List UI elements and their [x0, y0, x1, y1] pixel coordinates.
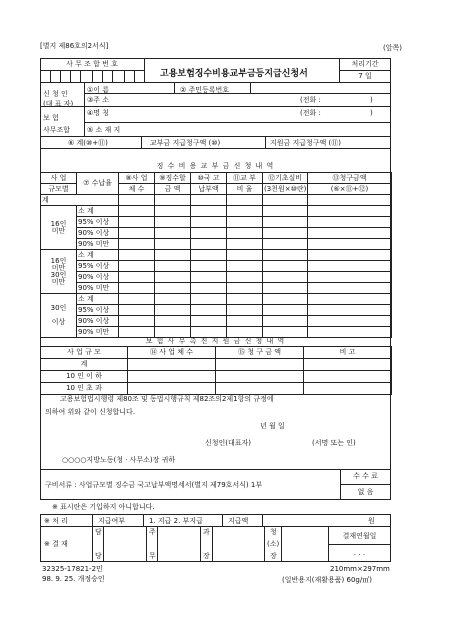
cell[interactable]	[191, 228, 227, 239]
table-row-label: 계	[41, 359, 128, 371]
pay-choice[interactable]: 1. 지급 2. 부지급	[149, 517, 203, 525]
footer-code: 32325-17821-2민	[42, 565, 103, 573]
cell[interactable]	[155, 206, 191, 217]
group-3-label: 30인 이상	[41, 294, 77, 338]
cell[interactable]	[155, 228, 191, 239]
col-business: 사 업	[41, 173, 77, 184]
support-claim-label: 지원금 지급청구액 (⑪)	[270, 139, 342, 147]
cell[interactable]	[155, 283, 191, 294]
cell[interactable]	[227, 250, 263, 261]
cell[interactable]	[119, 228, 155, 239]
declaration-date[interactable]: 년 월 일	[260, 422, 285, 430]
approver-chief-b: 무	[149, 552, 156, 560]
cell[interactable]	[119, 272, 155, 283]
cell[interactable]	[308, 250, 392, 261]
cell[interactable]	[227, 195, 263, 206]
cell[interactable]	[191, 206, 227, 217]
table-row-label: 90% 미만	[77, 327, 119, 338]
rrn-field[interactable]	[250, 82, 391, 93]
col-support-note: 비 고	[304, 347, 392, 359]
cell[interactable]	[308, 239, 392, 250]
cell[interactable]	[308, 305, 392, 316]
won-label: 원	[368, 517, 375, 525]
cell[interactable]	[304, 383, 392, 395]
name-label: ①이 름	[87, 86, 110, 94]
cell[interactable]	[191, 195, 227, 206]
table-row-label: 90% 미만	[77, 239, 119, 250]
phone-2-end: )	[370, 109, 373, 117]
cell[interactable]	[263, 239, 308, 250]
cell[interactable]	[263, 327, 308, 338]
cell[interactable]	[119, 261, 155, 272]
cell[interactable]	[119, 250, 155, 261]
cell[interactable]	[119, 206, 155, 217]
office-note: ※ 표시란은 기입하지 아니합니다.	[52, 503, 155, 511]
col-c12b: (3천원×⑩란)	[264, 184, 307, 193]
cell[interactable]	[227, 316, 263, 327]
cell[interactable]	[119, 327, 155, 338]
cell[interactable]	[128, 359, 216, 371]
cell[interactable]	[308, 272, 392, 283]
group-2-label: 16인 미만 30인 미만	[41, 250, 77, 294]
col-support-scale: 사 업 규 모	[41, 347, 128, 359]
cell[interactable]	[304, 359, 392, 371]
pay-amount-label: 지급액	[228, 517, 249, 525]
cell[interactable]	[191, 261, 227, 272]
approver-staff-b: 당	[95, 552, 102, 560]
cell[interactable]	[227, 261, 263, 272]
cell[interactable]	[308, 327, 392, 338]
cell[interactable]	[227, 305, 263, 316]
attachments: 구비서류 : 사업규모별 징수금 국고납부액명세서(별지 제79호서식) 1부	[45, 481, 263, 489]
cell[interactable]	[119, 294, 155, 305]
cell[interactable]	[308, 261, 392, 272]
grant-table	[40, 172, 392, 338]
cell[interactable]	[263, 217, 308, 228]
business-no-boxes[interactable]	[40, 70, 144, 82]
col-c11b: 비 율	[227, 184, 263, 195]
table-row-label: 90% 이상	[77, 272, 119, 283]
carbon-note: (앞쪽)	[383, 44, 402, 52]
support-section-title: 보 험 사 무 촉 진 지 원 금 신 청 내 역	[145, 337, 286, 345]
col-rate: ⑦ 수납율	[77, 173, 119, 195]
cell[interactable]	[155, 316, 191, 327]
cell[interactable]	[263, 272, 308, 283]
cell[interactable]	[227, 272, 263, 283]
cell[interactable]	[119, 239, 155, 250]
cell[interactable]	[216, 359, 304, 371]
phone-2: (전화 :	[300, 109, 321, 117]
cell[interactable]	[216, 371, 304, 383]
processing-row-label: ※ 처 리	[44, 517, 68, 525]
processing-label: 처리기간	[351, 60, 379, 68]
table-row-label: 95% 이상	[77, 217, 119, 228]
cell[interactable]	[308, 283, 392, 294]
cell[interactable]	[263, 294, 308, 305]
processing-value: 7 일	[358, 72, 372, 80]
cell[interactable]	[227, 217, 263, 228]
cell[interactable]	[216, 383, 304, 395]
cell[interactable]	[155, 261, 191, 272]
cell[interactable]	[263, 206, 308, 217]
col-c8b: 체 수	[119, 184, 155, 195]
cell[interactable]	[263, 195, 308, 206]
cell[interactable]	[263, 316, 308, 327]
cell[interactable]	[191, 239, 227, 250]
location-label: ⑤ 소 재 지	[87, 126, 121, 134]
cell[interactable]	[191, 250, 227, 261]
table-row-label: 95% 이상	[77, 305, 119, 316]
cell[interactable]	[155, 294, 191, 305]
approver-chief-a: 주	[149, 528, 156, 536]
signer-label: 신청인(대표자)	[205, 439, 252, 447]
cell[interactable]	[155, 250, 191, 261]
fee-label: 수 수 료	[353, 472, 378, 480]
approver-section-b: 장	[203, 552, 210, 560]
form-title: 고용보험징수비용교부금등지급신청서	[160, 69, 308, 79]
cell[interactable]	[227, 206, 263, 217]
cell[interactable]	[119, 316, 155, 327]
footer-size: 210mm×297mm	[330, 565, 390, 573]
org-name-label: ④명 칭	[87, 109, 110, 117]
approver-head-b: (소)	[267, 540, 280, 548]
signature-note[interactable]: (서명 또는 인)	[312, 439, 356, 447]
approver-staff-a: 담	[95, 528, 102, 536]
col-c10a: ⑩국 고	[191, 173, 227, 184]
cell[interactable]	[191, 283, 227, 294]
support-table	[40, 346, 392, 395]
table-row-label: 소 계	[77, 250, 119, 261]
cell[interactable]	[227, 294, 263, 305]
col-c9a: ⑨징수할	[155, 173, 191, 184]
rrn-label: ② 주민등록번호	[180, 86, 230, 94]
total-claim-label: ⑥ 계(⑩+⑪)	[68, 139, 108, 147]
approver-head-a: 청	[270, 528, 277, 536]
col-c12a: ⑫기초실비	[263, 173, 308, 184]
table-row-label: 95% 이상	[77, 261, 119, 272]
pay-status-label: 지급여부	[98, 517, 126, 525]
cell[interactable]	[263, 305, 308, 316]
cell[interactable]	[227, 283, 263, 294]
cell[interactable]	[128, 383, 216, 395]
cell[interactable]	[227, 228, 263, 239]
col-c10b: 납부액	[191, 184, 227, 195]
cell[interactable]	[308, 206, 392, 217]
cell[interactable]	[155, 217, 191, 228]
cell[interactable]	[308, 228, 392, 239]
cell[interactable]	[263, 261, 308, 272]
cell[interactable]	[304, 371, 392, 383]
phone-1-end: )	[370, 96, 373, 104]
cell[interactable]	[119, 217, 155, 228]
table-row-label: 10 인 이 하	[41, 371, 128, 383]
cell[interactable]	[119, 195, 155, 206]
cell[interactable]	[308, 195, 392, 206]
cell[interactable]	[308, 316, 392, 327]
decision-date-value[interactable]: . . .	[353, 549, 366, 557]
cell[interactable]	[155, 272, 191, 283]
cell[interactable]	[191, 316, 227, 327]
cell[interactable]	[263, 250, 308, 261]
insurance-label: 보 험	[43, 114, 59, 122]
table-row-label: 10 인 초 과	[41, 383, 128, 395]
approval-label: ※ 결 재	[44, 540, 68, 548]
phone-1: (전화 :	[300, 96, 321, 104]
col-support-count: ⑭ 사 업 체 수	[128, 347, 216, 359]
cell[interactable]	[263, 228, 308, 239]
grant-section-title: 징 수 비 용 교 부 금 신 청 내 역	[156, 162, 275, 170]
table-row-label: 90% 이상	[77, 228, 119, 239]
footer-paper: (일반용지(재활용품) 60g/㎡)	[282, 576, 372, 584]
union-label: 사무조합	[43, 126, 71, 134]
cell[interactable]	[155, 239, 191, 250]
form-number: [별지 제86호의2서식]	[40, 42, 109, 50]
cell[interactable]	[191, 217, 227, 228]
col-c13a: ⑬청구금액	[308, 173, 392, 184]
table-row-label: 90% 미만	[77, 283, 119, 294]
recipient: ○○○○지방노동(청 · 사무소)장 귀하	[62, 456, 176, 464]
cell[interactable]	[155, 195, 191, 206]
footer-approved: 98. 9. 25. 개정승인	[42, 575, 105, 583]
col-scale: 규모별	[41, 184, 77, 195]
col-c11a: ⑪교 부	[227, 173, 263, 184]
fee-value: 없 음	[357, 488, 374, 496]
business-no-label: 사 무 조 합 번 호	[66, 60, 118, 68]
cell[interactable]	[191, 327, 227, 338]
cell[interactable]	[308, 217, 392, 228]
table-row-label: 90% 이상	[77, 316, 119, 327]
grant-claim-label: 교부금 지급청구액 (⑩)	[150, 139, 221, 147]
table-row-label: 소 계	[77, 294, 119, 305]
approver-head-c: 장	[270, 552, 277, 560]
cell[interactable]	[119, 283, 155, 294]
rep-label: (대 표 자)	[43, 100, 74, 108]
table-row-label: 소 계	[77, 206, 119, 217]
col-c8a: ⑧사 업	[119, 173, 155, 184]
cell[interactable]	[227, 327, 263, 338]
grant-total-row: 계	[41, 195, 119, 206]
cell[interactable]	[155, 327, 191, 338]
group-1-label: 16인 미만	[41, 206, 77, 250]
decision-date-label: 결재연월일	[342, 532, 377, 540]
cell[interactable]	[155, 305, 191, 316]
applicant-label: 신 청 인	[43, 90, 68, 98]
col-c9b: 금 액	[155, 184, 191, 195]
cell[interactable]	[191, 305, 227, 316]
col-support-amount: ⑮ 청 구 금 액	[216, 347, 304, 359]
cell[interactable]	[191, 294, 227, 305]
address-label: ③주 소	[87, 96, 110, 104]
cell[interactable]	[128, 371, 216, 383]
cell[interactable]	[119, 305, 155, 316]
cell[interactable]	[191, 272, 227, 283]
declaration-line-2: 의하여 위와 같이 신청합니다.	[45, 408, 136, 416]
approver-section-a: 과	[203, 528, 210, 536]
col-c13b: (⑥×⑪+⑫)	[308, 184, 392, 195]
declaration-line-1: 고용보험법시행령 제80조 및 동법시행규칙 제82조의2제1항의 규정에	[60, 395, 274, 403]
cell[interactable]	[263, 283, 308, 294]
cell[interactable]	[308, 294, 392, 305]
cell[interactable]	[227, 239, 263, 250]
